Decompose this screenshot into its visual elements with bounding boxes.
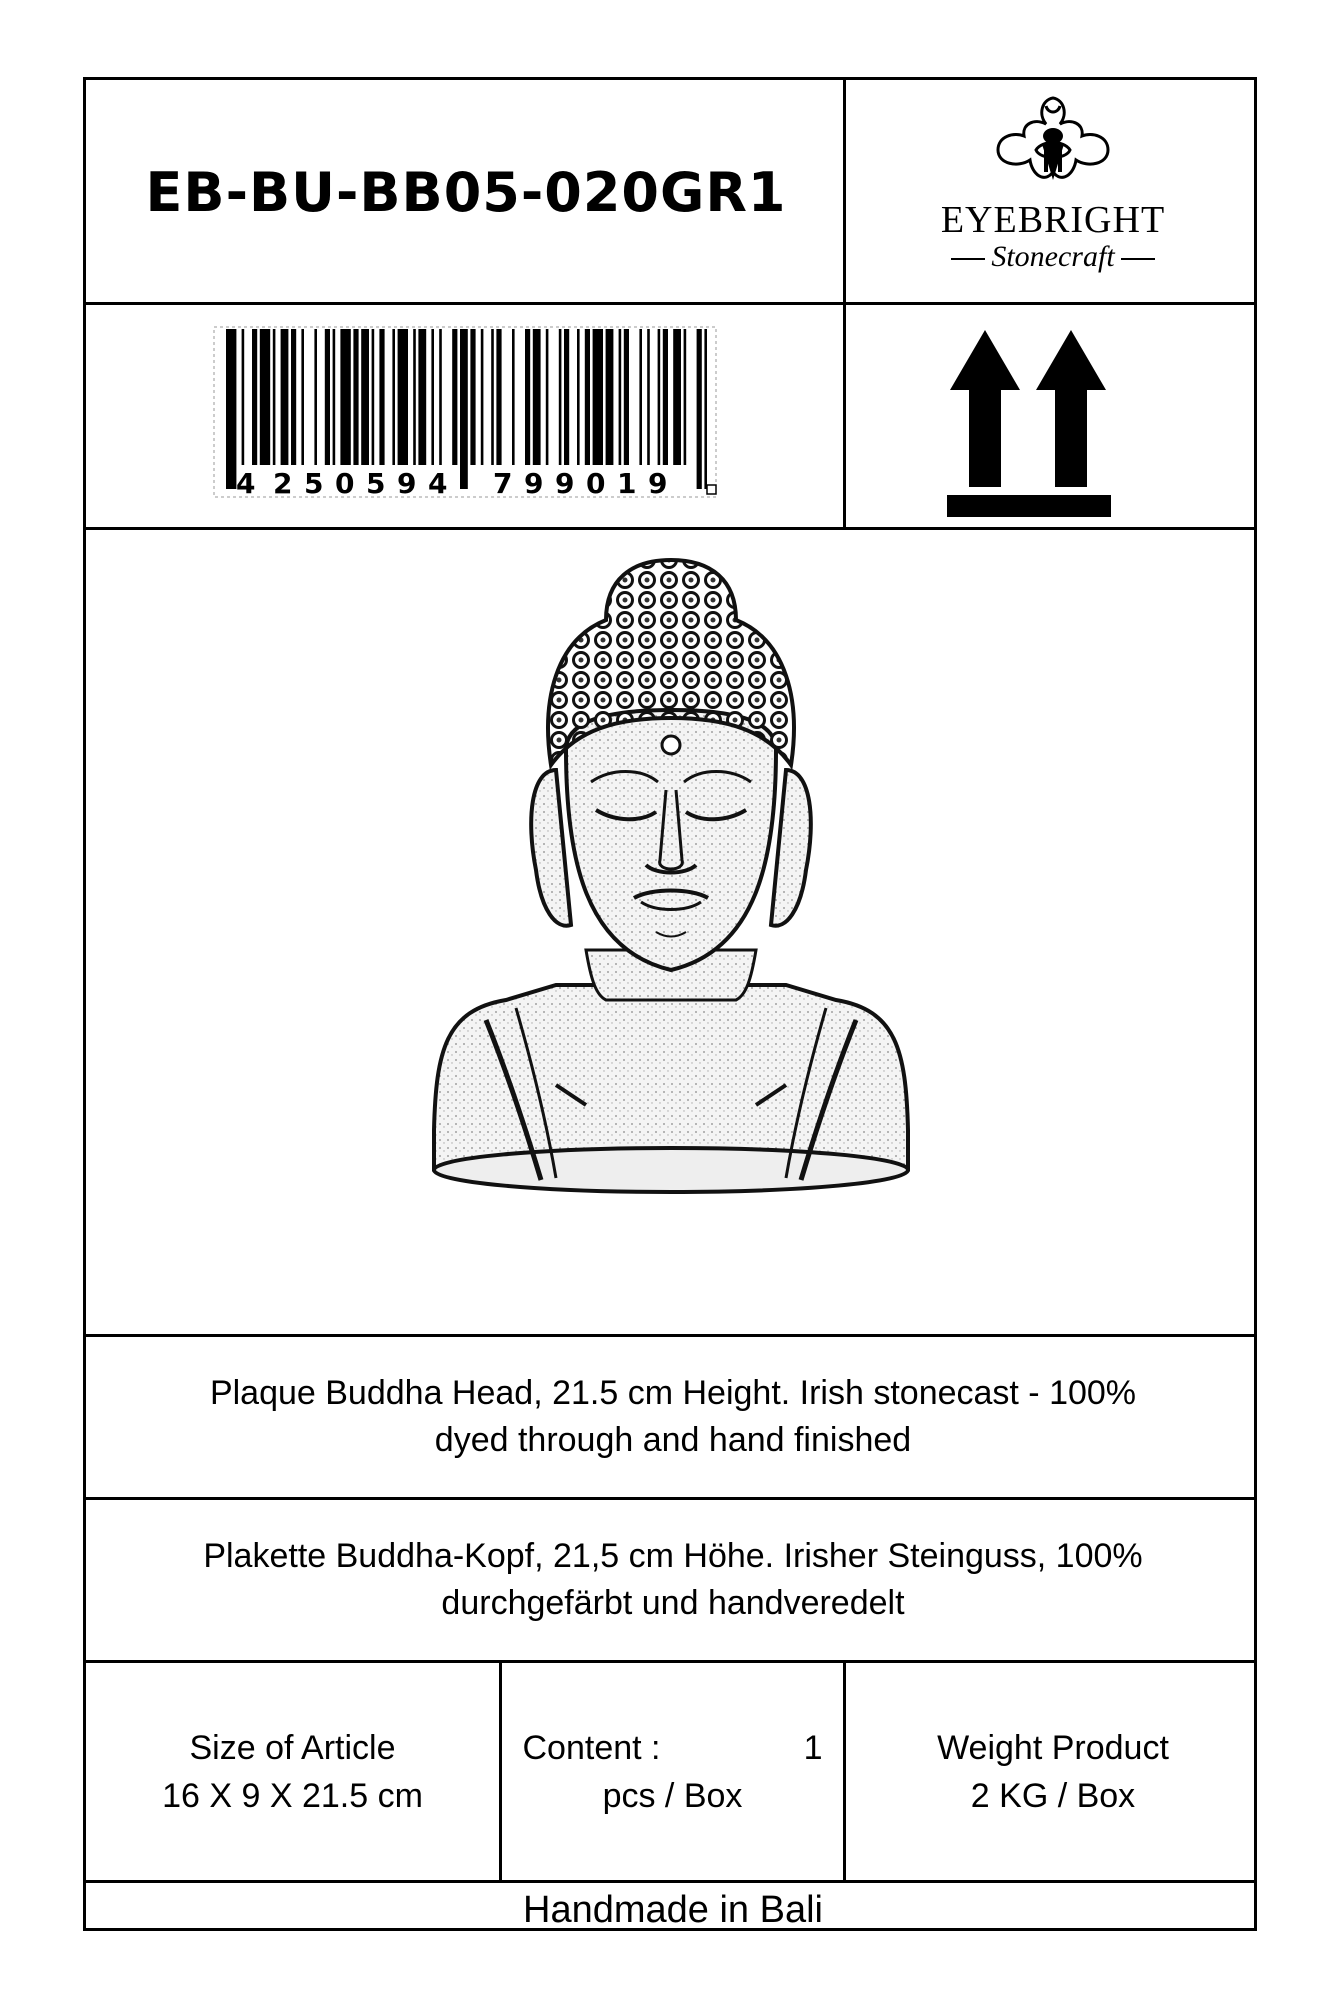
size-value: 16 X 9 X 21.5 cm xyxy=(162,1776,423,1815)
barcode-bar xyxy=(564,329,569,465)
barcode-digit: 9 xyxy=(524,467,544,500)
barcode-bar xyxy=(704,329,707,489)
barcode-bar xyxy=(525,329,530,465)
weight-product xyxy=(846,1663,1260,1880)
barcode-digit: 2 xyxy=(273,467,293,500)
brand-logo xyxy=(846,80,1260,305)
weight-label: Weight Product xyxy=(937,1728,1169,1767)
barcode-bar xyxy=(697,329,702,489)
product-label xyxy=(83,77,1257,1931)
barcode-bar xyxy=(398,329,408,465)
barcode-digit: 9 xyxy=(648,467,668,500)
content-per-box xyxy=(502,1663,843,1880)
weight-value: 2 KG / Box xyxy=(970,1776,1136,1815)
barcode-digit: 5 xyxy=(304,467,324,500)
barcode-bar xyxy=(639,329,642,465)
brand-subtitle-text: Stonecraft xyxy=(991,240,1115,273)
barcode-bar xyxy=(379,329,384,465)
orchid-logo-icon xyxy=(846,80,1260,200)
barcode-digit: 5 xyxy=(366,467,386,500)
barcode-bar xyxy=(684,329,687,465)
brand-name: EYEBRIGHT xyxy=(940,199,1166,241)
barcode-bar xyxy=(533,329,541,465)
barcode-cell xyxy=(86,305,846,530)
barcode-bar xyxy=(496,329,501,465)
barcode-bar xyxy=(392,329,395,465)
barcode-bar xyxy=(314,329,317,465)
barcode-bar xyxy=(559,329,562,465)
size-of-article xyxy=(86,1663,499,1880)
barcode-digit: 0 xyxy=(586,467,606,500)
barcode-bar xyxy=(333,329,336,465)
barcode-bar xyxy=(291,329,296,465)
description-german xyxy=(86,1500,1260,1660)
barcode-bar xyxy=(619,329,622,465)
handling-symbol-cell xyxy=(846,305,1260,530)
buddha-head-image xyxy=(86,530,1260,1337)
barcode-bar xyxy=(470,329,475,465)
barcode-bar xyxy=(372,329,375,465)
barcode-digit: 7 xyxy=(493,467,513,500)
barcode-bar xyxy=(491,329,494,465)
barcode-bar xyxy=(413,329,416,465)
barcode-bar xyxy=(624,329,629,465)
description-english-line1: Plaque Buddha Head, 21.5 cm Height. Irish stonecast - 100% xyxy=(209,1374,1137,1412)
content-unit: pcs / Box xyxy=(602,1776,743,1815)
barcode-digit: 0 xyxy=(335,467,355,500)
barcode-bar xyxy=(460,329,468,489)
barcode-digit: 4 xyxy=(236,467,256,500)
barcode-bar xyxy=(226,329,236,489)
barcode-bar xyxy=(658,329,661,465)
barcode xyxy=(86,305,846,530)
barcode-bar xyxy=(242,329,245,465)
barcode-bar xyxy=(301,329,304,465)
content-quantity: 1 xyxy=(803,1728,823,1767)
barcode-digit: 9 xyxy=(397,467,417,500)
article-code: EB-BU-BB05-020GR1 xyxy=(145,161,787,224)
footer-origin: Handmade in Bali xyxy=(523,1888,823,1931)
barcode-bar xyxy=(260,329,270,465)
barcode-bar xyxy=(418,329,426,465)
barcode-digit: 1 xyxy=(617,467,637,500)
description-english xyxy=(86,1337,1260,1497)
barcode-bar xyxy=(585,329,590,465)
barcode-bar xyxy=(577,329,580,465)
size-label: Size of Article xyxy=(189,1728,396,1767)
divider xyxy=(86,1880,1254,1883)
barcode-bar xyxy=(606,329,614,465)
barcode-bar xyxy=(340,329,350,465)
brand-subtitle xyxy=(846,240,1260,274)
description-english-line2: dyed through and hand finished xyxy=(434,1421,912,1459)
barcode-bar xyxy=(452,329,457,465)
barcode-bar xyxy=(439,329,442,465)
barcode-digit: 9 xyxy=(555,467,575,500)
barcode-bar xyxy=(273,329,276,465)
barcode-bar xyxy=(252,329,257,465)
barcode-bar xyxy=(431,329,434,465)
description-german-line1: Plakette Buddha-Kopf, 21,5 cm Höhe. Irisher Steinguss, 100% xyxy=(203,1537,1143,1575)
barcode-bar xyxy=(353,329,358,465)
barcode-bar xyxy=(481,329,484,465)
barcode-bar xyxy=(647,329,650,465)
barcode-bar xyxy=(663,329,668,465)
description-german-line2: durchgefärbt und handveredelt xyxy=(441,1584,905,1622)
barcode-bar xyxy=(361,329,369,465)
barcode-bar xyxy=(673,329,681,465)
barcode-bar xyxy=(512,329,515,465)
barcode-bar xyxy=(281,329,289,465)
barcode-bar xyxy=(325,329,330,465)
product-image-cell xyxy=(86,530,1260,1337)
barcode-bar xyxy=(593,329,603,465)
barcode-digit: 4 xyxy=(428,467,448,500)
this-way-up-icon xyxy=(846,305,1260,530)
barcode-bar xyxy=(546,329,549,465)
content-label: Content : xyxy=(522,1728,661,1767)
